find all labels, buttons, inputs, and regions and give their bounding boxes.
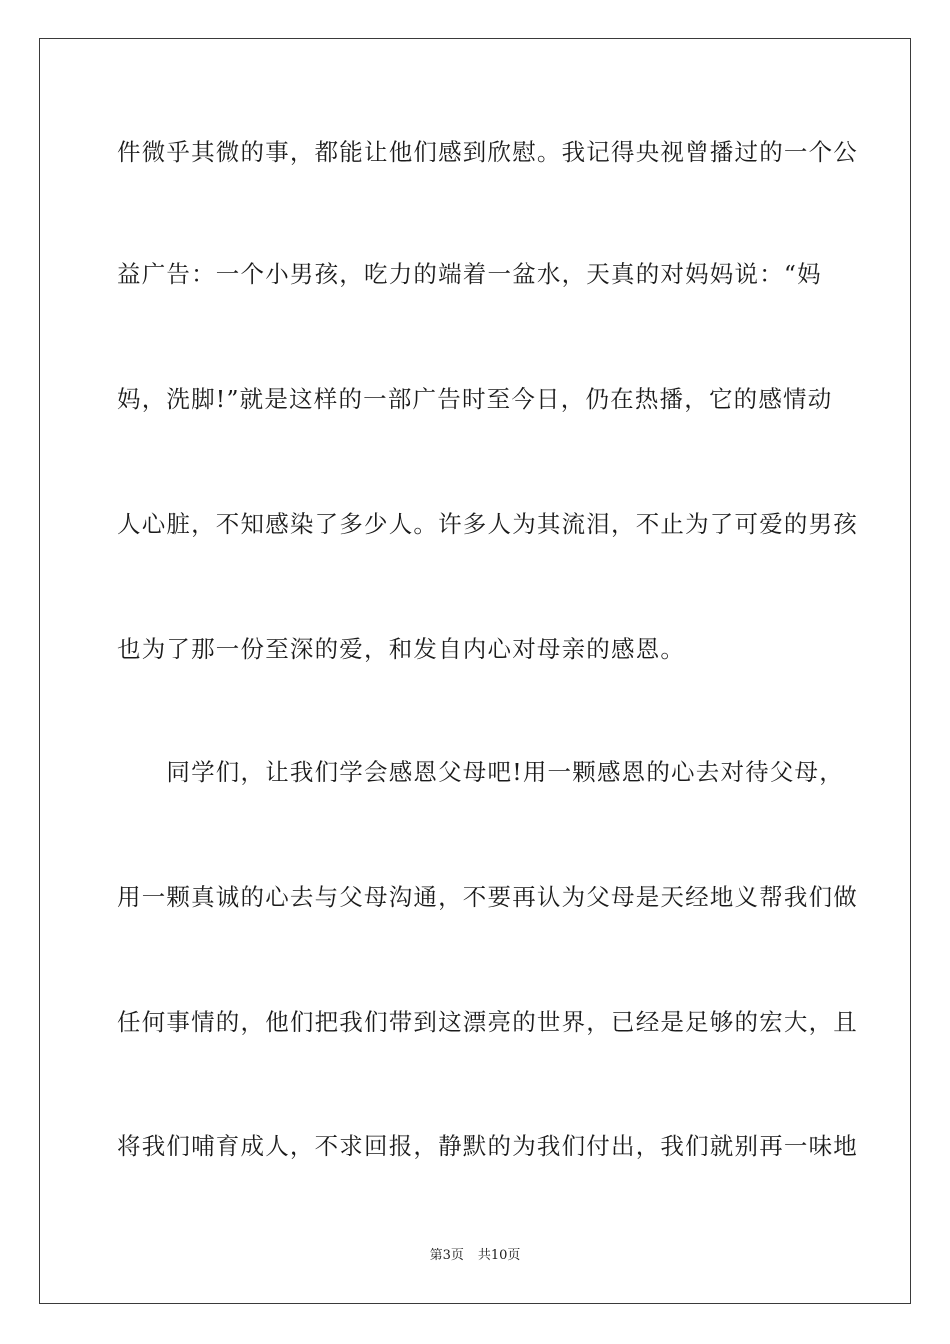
text-line-7: 用一颗真诚的心去与父母沟通，不要再认为父母是天经地义帮我们做 [117, 883, 858, 911]
text-line-9: 将我们哺育成人，不求回报，静默的为我们付出，我们就别再一味地 [117, 1132, 858, 1160]
page-frame [39, 38, 911, 1304]
text-line-5: 也为了那一份至深的爱，和发自内心对母亲的感恩。 [117, 635, 686, 663]
text-line-4: 人心脏，不知感染了多少人。许多人为其流泪，不止为了可爱的男孩 [117, 510, 858, 538]
text-line-6: 同学们，让我们学会感恩父母吧!用一颗感恩的心去对待父母， [117, 758, 844, 786]
text-line-8: 任何事情的，他们把我们带到这漂亮的世界，已经是足够的宏大，且 [117, 1008, 858, 1036]
text-line-3: 妈，洗脚!”就是这样的一部广告时至今日，仍在热播，它的感情动 [117, 385, 833, 413]
text-line-1: 件微乎其微的事，都能让他们感到欣慰。我记得央视曾播过的一个公 [117, 138, 858, 166]
page-total: 共10页 [477, 1248, 521, 1263]
page-footer [0, 1247, 950, 1265]
text-line-2: 益广告：一个小男孩，吃力的端着一盆水，天真的对妈妈说：“妈 [117, 260, 822, 288]
page-number: 第3页 [429, 1248, 464, 1263]
